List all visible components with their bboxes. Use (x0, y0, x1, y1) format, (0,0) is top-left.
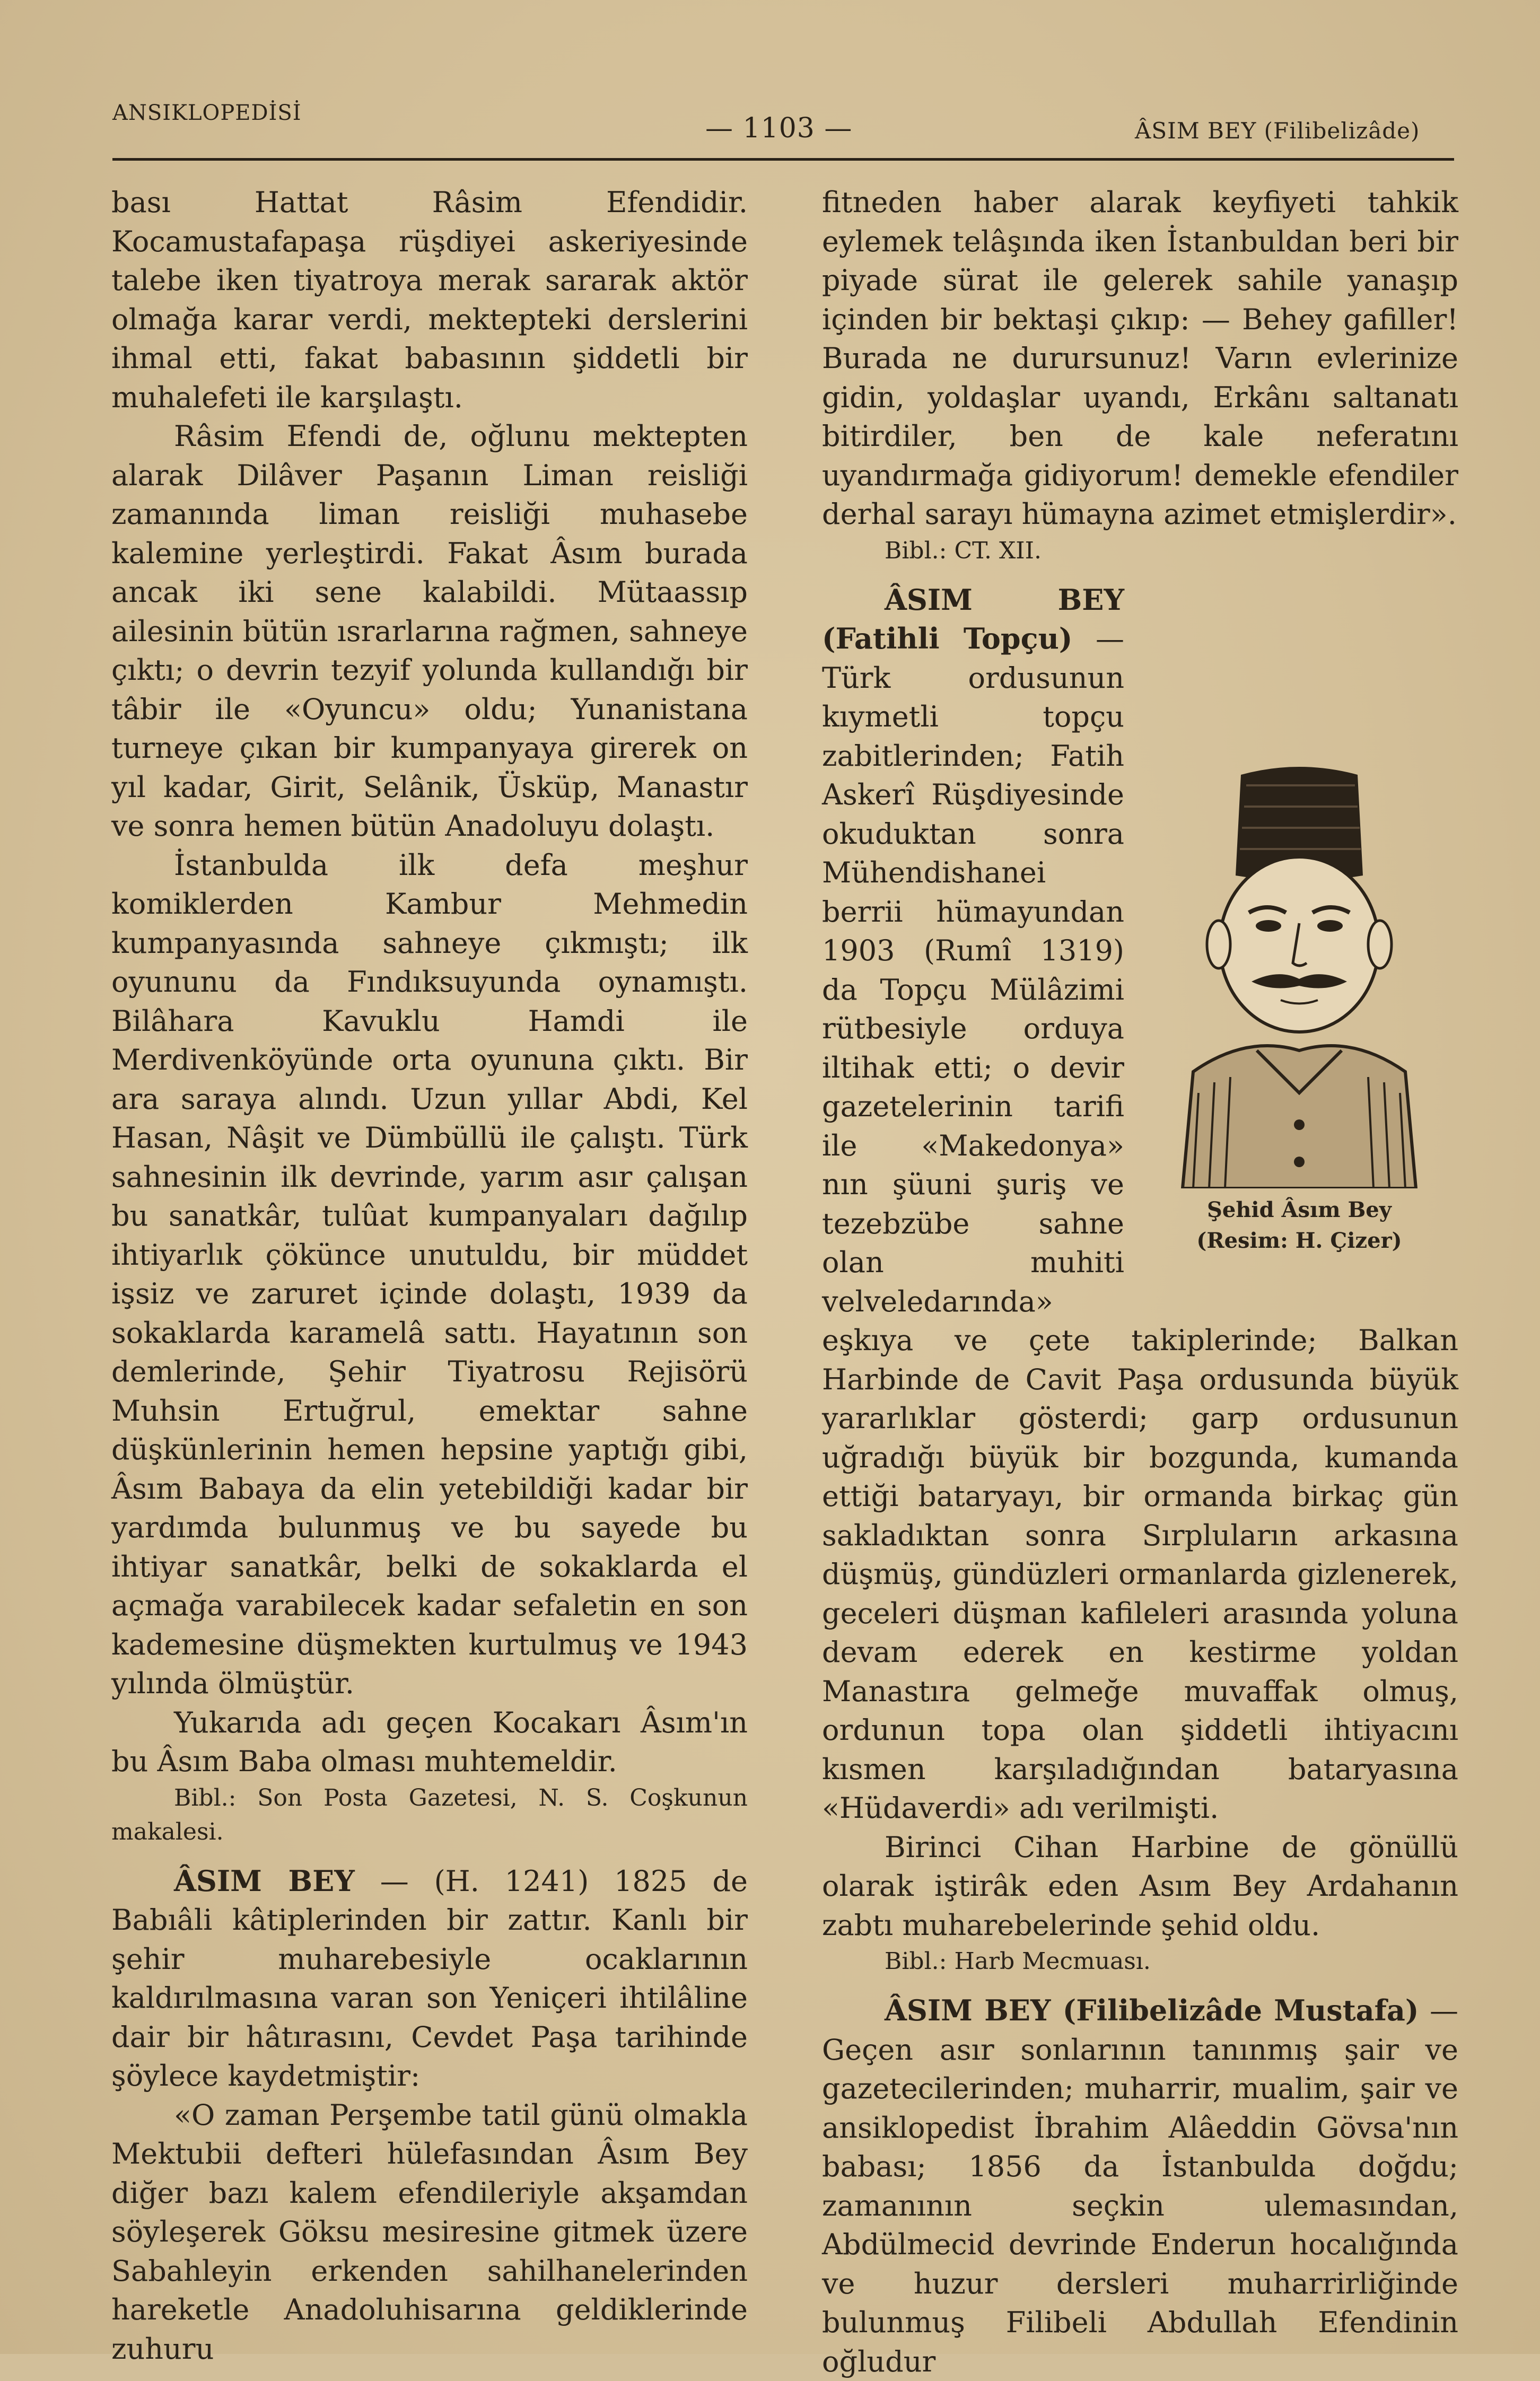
page-number: — 1103 — (705, 112, 853, 144)
running-header-right: ÂSIM BEY (Filibelizâde) (1135, 118, 1420, 144)
running-header-left: ANSIKLOPEDİSİ (112, 101, 302, 125)
paragraph: Râsim Efendi de, oğlunu mektepten alarak Dilâver Paşanın Liman reisliği zamanında liman reisliği muhasebe kalemine yerleştirdi. Fakat Âsım burada ancak iki sene kalabildi. Mütaassıp ailesinin bütün ısrarlarına rağmen, sahneye çıktı; o devrin tezyif yolunda kullandığı bir tâbir ile «Oyuncu» oldu; Yunanistana turneye çıkan bir kumpanyaya girerek on yıl kadar, Girit, Selânik, Üsküp, Manastır ve sonra hemen bütün Anadoluyu dolaştı. (111, 419, 748, 843)
entry-heading: ÂSIM BEY (174, 1863, 355, 1898)
right-column (822, 183, 1458, 2381)
bibliography: Bibl.: Harb Mecmuası. (885, 1948, 1151, 1975)
entry-heading: ÂSIM BEY (Fatihli Topçu) (822, 582, 1124, 655)
paragraph: bası Hattat Râsim Efendidir. Kocamustafapaşa rüşdiyei askeriyesinde talebe iken tiyatroya merak sararak aktör olmağa karar verdi, mektepteki derslerini ihmal etti, fakat babasının şiddetli bir muhalefeti ile karşılaştı. (111, 186, 748, 414)
paragraph: İstanbulda ilk defa meşhur komiklerden Kambur Mehmedin kumpanyasında sahneye çıkmıştı; ilk oyununu da Fındıksuyunda oynamıştı. Bilâhara Kavuklu Hamdi ile Merdivenköyünde orta oyununa çıktı. Bir ara saraya alındı. Uzun yıllar Abdi, Kel Hasan, Nâşit ve Dümbüllü ile çalıştı. Türk sahnesinin ilk devrinde, yarım asır çalışan bu sanatkâr, tulûat kumpanyaları dağılıp ihtiyarlık çökünce unutuldu, bir müddet işsiz ve zaruret içinde dolaştı, 1939 da sokaklarda karamelâ sattı. Hayatının son demlerinde, Şehir Tiyatrosu Rejisörü Muhsin Ertuğrul, emektar sahne düşkünlerinin hemen hepsine yaptığı gibi, Âsım Babaya da elin yetebildiği kadar bir yardımda bulunmuş ve bu sayede bu ihtiyar sanatkâr, belki de sokaklarda el açmağa varabilecek kadar sefaletin en son kademesine düşmekten kurtulmuş ve 1943 yılında ölmüştür. (111, 848, 748, 1700)
paragraph: Yukarıda adı geçen Kocakarı Âsım'ın bu Âsım Baba olması muhtemeldir. (111, 1705, 748, 1778)
entry-text: — Türk ordusunun kıymetli topçu zabitlerinden; Fatih Askerî Rüşdiyesinde okuduktan sonra Mühendishanei berrii hümayundan 1903 (Rumî 1319) da Topçu Mülâzimi rütbesiyle orduya iltihak etti; o devir gazetelerinin tarifi ile «Makedonya» nın şüuni şuriş ve tezebzübe sahne olan muhiti velveledarında» eşkıya ve çete takiplerinde; Balkan Harbinde de Cavit Paşa ordusunda büyük yararlıklar gösterdi; garp ordusunun uğradığı büyük bir bozgunda, kumanda ettiği bataryayı, bir ormanda birkaç gün sakladıktan sonra Sırpluların arkasına düşmüş, gündüzleri ormanlarda gizlenerek, geceleri düşman kafileleri arasında yoluna devam ederek en kestirme yoldan Manastıra gelmeğe muvaffak olmuş, ordunun topa olan şiddetli ihtiyacını kısmen karşıladığından bataryasına «Hüdaverdi» adı verilmişti. (822, 622, 1458, 1825)
left-column (111, 183, 748, 2368)
entry-asim-bey (111, 1862, 748, 2096)
entry-heading: ÂSIM BEY (Filibelizâde Mustafa) (885, 1993, 1419, 2027)
entry-text: — Geçen asır sonlarının tanınmış şair ve gazetecilerinden; muharrir, mualim, şair ve ansiklopedist İbrahim Alâeddin Gövsa'nın babası; 1856 da İstanbulda doğdu; zamanının seçkin ulemasından, Abdülmecid devrinde Enderun hocalığında ve huzur dersleri muharrirliğinde bulunmuş Filibeli Abdullah Efendinin oğludur (822, 1994, 1459, 2378)
caption-title: Şehid Âsım Bey (1206, 1197, 1392, 1222)
portrait-figure (1140, 754, 1458, 1284)
bibliography: Bibl.: Son Posta Gazetesi, N. S. Coşkunun makalesi. (111, 1784, 748, 1845)
entry-asim-bey-filibelizade (822, 1991, 1458, 2381)
portrait-caption (1140, 1195, 1458, 1256)
quote-continuation: fitneden haber alarak keyfiyeti tahkik eylemek telâşında iken İstanbuldan beri bir piyade sürat ile gelerek sahile yanaşıp içinden bir bektaşi çıkıp: — Behey gafiller! Burada ne durursunuz! Varın evlerinize gidin, yoldaşlar uyandı, Erkânı saltanatı bitirdiler, ben de kale neferatını uyandırmağa gidiyorum! demekle efendiler derhal sarayı hümayna azimet etmişlerdir». (822, 186, 1458, 531)
quote-paragraph: «O zaman Perşembe tatil günü olmakla Mektubii defteri hülefasından Âsım Bey diğer bazı kalem efendileriyle akşamdan söyleşerek Göksu mesiresine gitmek üzere Sabahleyin erkenden sahilhanelerinden hareketle Anadoluhisarına geldiklerinde zuhuru (111, 2098, 748, 2366)
entry-text: — (H. 1241) 1825 de Babıâli kâtiplerinden bir zattır. Kanlı bir şehir muharebesiyle ocaklarının kaldırılmasına varan son Yeniçeri ihtilâline dair bir hâtırasını, Cevdet Paşa tarihinde şöylece kaydetmiştir: (111, 1864, 748, 2093)
paragraph: Birinci Cihan Harbine de gönüllü olarak iştirâk eden Asım Bey Ardahanın zabtı muharebelerinde şehid oldu. (822, 1830, 1458, 1942)
header-rule (112, 158, 1454, 161)
caption-credit: (Resim: H. Çizer) (1196, 1228, 1402, 1253)
portrait-illustration (1151, 754, 1448, 1188)
bibliography: Bibl.: CT. XII. (885, 537, 1042, 564)
